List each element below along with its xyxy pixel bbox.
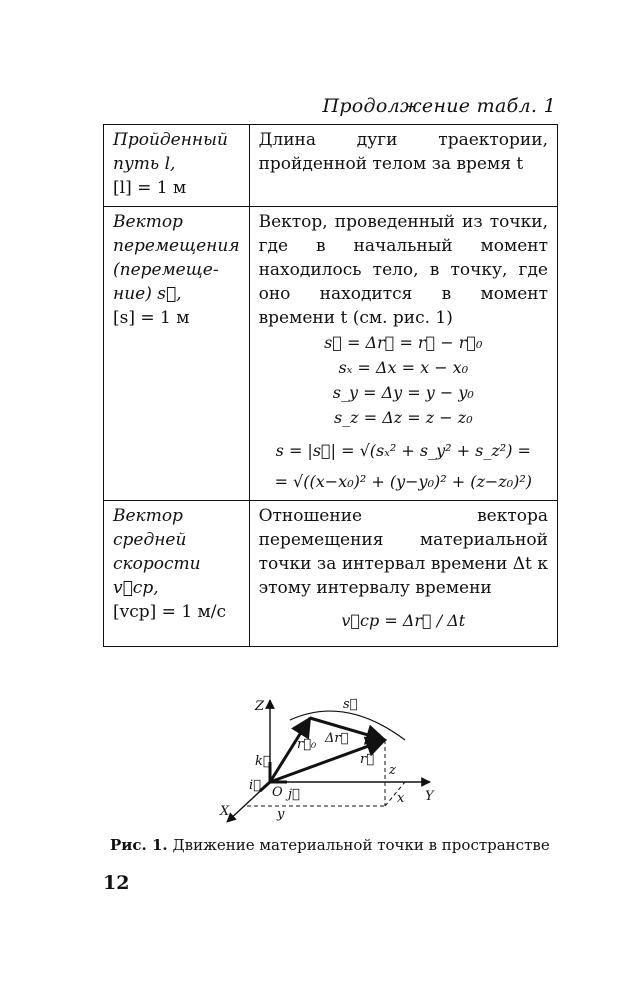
x-coordinate-label: x xyxy=(397,791,405,806)
definition-cell xyxy=(249,125,557,207)
term-cell xyxy=(104,501,250,647)
z-coordinate-label: z xyxy=(389,763,396,778)
definition-text: Длина дуги траектории, пройденной телом за время t xyxy=(258,130,548,174)
term-line: ние) s⃗, xyxy=(113,284,182,304)
term-line: средней xyxy=(113,530,187,550)
unit-label: [l] = 1 м xyxy=(113,178,187,198)
unit-label: [vср] = 1 м/с xyxy=(113,602,227,622)
i-label: i⃗ xyxy=(249,778,261,793)
r-label: r⃗ xyxy=(360,752,375,767)
j-label: j⃗ xyxy=(288,787,300,802)
definition-cell xyxy=(249,501,557,647)
formula: s_y = Δy = y − y₀ xyxy=(332,383,474,402)
y-axis-label: Y xyxy=(425,789,434,804)
formula: s⃗ = Δr⃗ = r⃗ − r⃗₀ xyxy=(324,333,483,352)
z-axis-label: Z xyxy=(255,699,265,714)
x-axis-label: X xyxy=(220,804,230,819)
term-cell xyxy=(104,207,250,501)
r0-label: r⃗₀ xyxy=(297,737,317,752)
origin-label: O xyxy=(272,785,283,800)
page-number: 12 xyxy=(103,872,130,894)
definition-text: Вектор, проведенный из точки, где в начальный момент находилось тело, в точку, где оно находится в момент времени t (см. рис. 1) xyxy=(258,212,548,328)
definition-text: Отношение вектора перемещения материальной точки за интервал времени Δt к этому интервалу времени xyxy=(258,506,548,598)
formula: v⃗ср = Δr⃗ / Δt xyxy=(341,611,466,630)
dr-label: Δr⃗ xyxy=(325,731,349,746)
i-unit-vector xyxy=(260,782,270,791)
caption-number: Рис. 1. xyxy=(110,836,168,854)
term-cell xyxy=(104,125,250,207)
term-line: Пройденный xyxy=(113,130,228,150)
unit-label: [s] = 1 м xyxy=(113,308,190,328)
table-row xyxy=(104,207,558,501)
formula: s_z = Δz = z − z₀ xyxy=(333,408,473,427)
formula: sₓ = Δx = x − x₀ xyxy=(338,358,469,377)
formula: s = |s⃗| = √(sₓ² + s_y² + s_z²) = xyxy=(275,441,531,460)
term-line: скорости v⃗ср, xyxy=(113,554,201,598)
term-line: Вектор xyxy=(113,212,183,232)
caption-text: Движение материальной точки в пространстве xyxy=(172,836,550,854)
term-line: Вектор xyxy=(113,506,183,526)
y-coordinate-label: y xyxy=(277,807,285,822)
table-row xyxy=(104,125,558,207)
term-line: перемещения xyxy=(113,236,240,256)
continuation-header: Продолжение табл. 1 xyxy=(322,95,556,117)
term-line: (перемеще- xyxy=(113,260,219,280)
formula: = √((x−x₀)² + (y−y₀)² + (z−z₀)²) xyxy=(274,472,533,491)
term-line: путь l, xyxy=(113,154,176,174)
definition-cell xyxy=(249,207,557,501)
table-row xyxy=(104,501,558,647)
motion-diagram xyxy=(205,690,445,830)
k-label: k⃗ xyxy=(255,754,271,769)
definitions-table xyxy=(103,124,558,647)
figure-caption xyxy=(110,836,550,854)
s-label: s⃗ xyxy=(343,697,358,712)
